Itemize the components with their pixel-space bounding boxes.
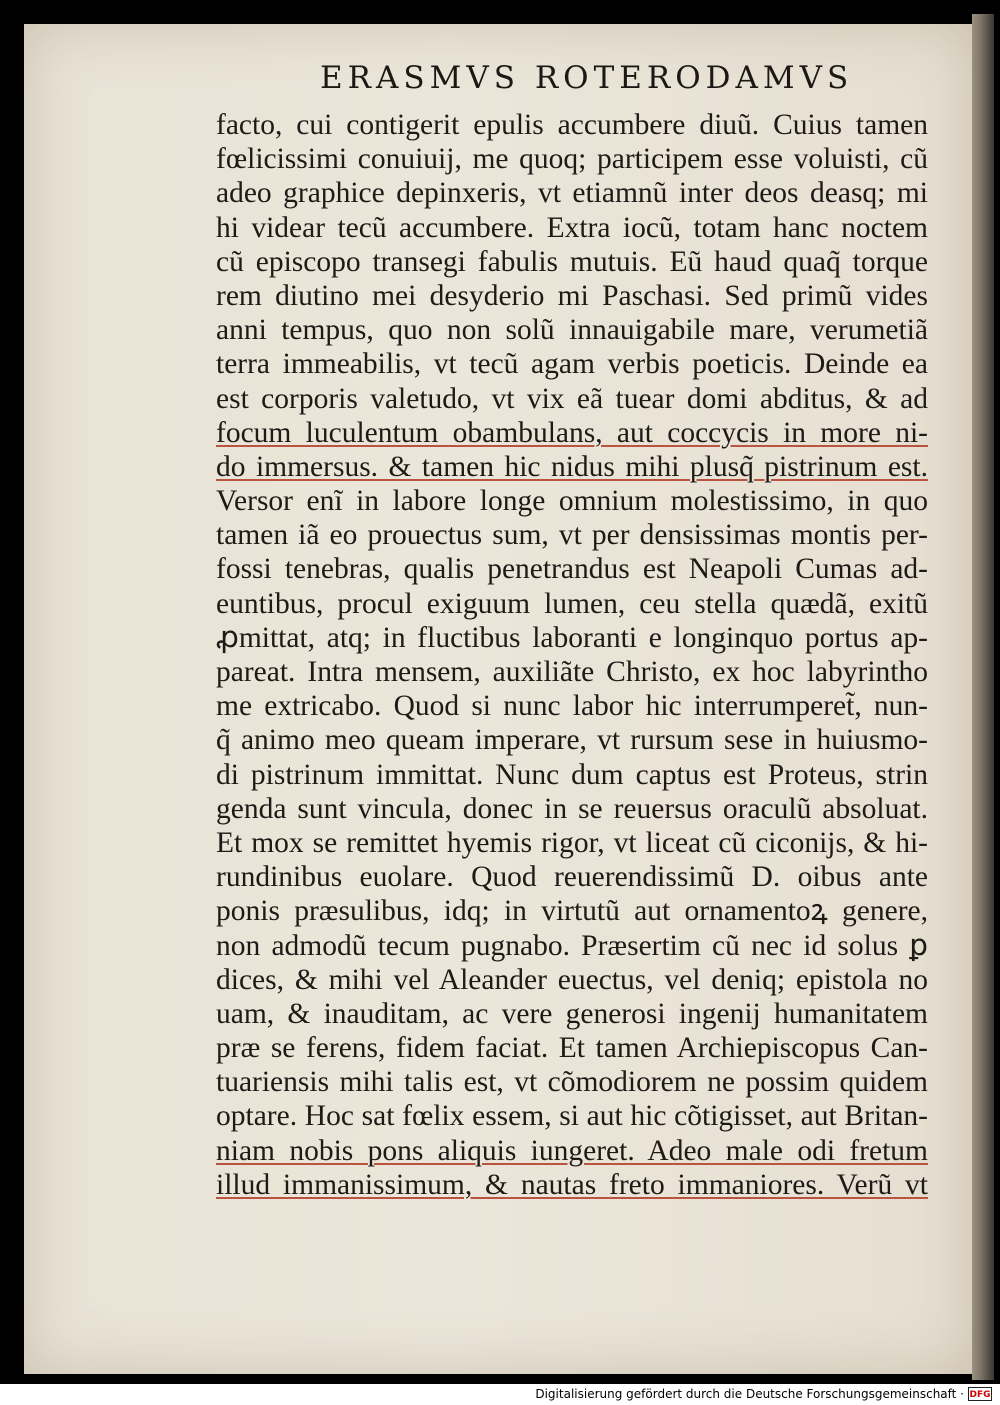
- text-block: [216, 108, 928, 1202]
- text-line: dices, & mihi vel Aleander euectus, vel deniq; epistola no: [216, 963, 928, 996]
- text-line: rundinibus euolare. Quod reuerendissimũ D. oibus ante: [216, 861, 928, 894]
- running-head: ERASMVS ROTERODAMVS: [320, 60, 854, 96]
- text-line: do immersus. & tamen hic nidus mihi plusq̃ pistrinum est.: [216, 450, 928, 483]
- text-line: adeo graphice depinxeris, vt etiamnũ inter deos deasq; mi: [216, 177, 928, 210]
- text-line: fossi tenebras, qualis penetrandus est Neapoli Cumas ad-: [216, 553, 928, 586]
- text-line: fœlicissimi conuiuij, me quoq; participem esse voluisti, cũ: [216, 143, 928, 176]
- page-edge: [972, 14, 994, 1380]
- text-line: tuariensis mihi talis est, vt cõmodiorem ne possim quidem: [216, 1066, 928, 1099]
- footer-credit: Digitalisierung gefördert durch die Deutsche Forschungsgemeinschaft ·: [535, 1387, 964, 1401]
- text-line: di pistrinum immittat. Nunc dum captus est Proteus, strin: [216, 758, 928, 791]
- text-line: Versor enĩ in labore longe omnium molestissimo, in quo: [216, 485, 928, 518]
- text-line: cũ episcopo transegi fabulis mutuis. Eũ haud quaq̃ torque: [216, 245, 928, 278]
- text-line: anni tempus, quo non solũ innauigabile mare, verumetiã: [216, 314, 928, 347]
- text-line: terra immeabilis, vt tecũ agam verbis poeticis. Deinde ea: [216, 348, 928, 381]
- text-line: optare. Hoc sat fœlix essem, si aut hic cõtigisset, aut Britan-: [216, 1100, 928, 1133]
- dfg-logo: DFG: [968, 1387, 992, 1401]
- text-line: pareat. Intra mensem, auxiliãte Christo, ex hoc labyrintho: [216, 656, 928, 688]
- text-line: facto, cui contigerit epulis accumbere diuũ. Cuius tamen: [216, 109, 928, 141]
- text-line: uam, & inauditam, ac vere generosi ingenij humanitatem: [216, 997, 928, 1030]
- text-line: est corporis valetudo, vt vix eã tuear domi abditus, & ad: [216, 382, 928, 415]
- text-line: præ se ferens, fidem faciat. Et tamen Archiepiscopus Can-: [216, 1032, 928, 1065]
- text-line: euntibus, procul exiguum lumen, ceu stella quædã, exitũ: [216, 587, 928, 620]
- text-line: ponis præsulibus, idq; in virtutũ aut ornamentoꝝ genere,: [216, 895, 928, 928]
- text-line: Et mox se remittet hyemis rigor, vt liceat cũ ciconijs, & hi-: [216, 826, 928, 859]
- text-line: me extricabo. Quod si nunc labor hic interrumperet̃, nun-: [216, 690, 928, 723]
- text-line: tamen iã eo prouectus sum, vt per densissimas montis per-: [216, 519, 928, 552]
- text-line: illud immanissimum, & nautas freto immaniores. Verũ vt: [216, 1168, 928, 1201]
- text-line: non admodũ tecum pugnabo. Præsertim cũ nec id solus ꝑ: [216, 929, 928, 962]
- text-line: focum luculentum obambulans, aut coccycis in more ni-: [216, 416, 928, 449]
- text-line: ꝓmittat, atq; in fluctibus laboranti e longinquo portus ap-: [216, 621, 928, 654]
- text-line: niam nobis pons aliquis iungeret. Adeo male odi fretum: [216, 1134, 928, 1167]
- text-line: rem diutino mei desyderio mi Paschasi. Sed primũ vides: [216, 279, 928, 312]
- text-line: genda sunt vincula, donec in se reuersus oraculũ absoluat.: [216, 792, 928, 825]
- text-line: q̃ animo meo queam imperare, vt rursum sese in huiusmo-: [216, 724, 928, 757]
- text-line: hi videar tecũ accumbere. Extra iocũ, totam hanc noctem: [216, 211, 928, 244]
